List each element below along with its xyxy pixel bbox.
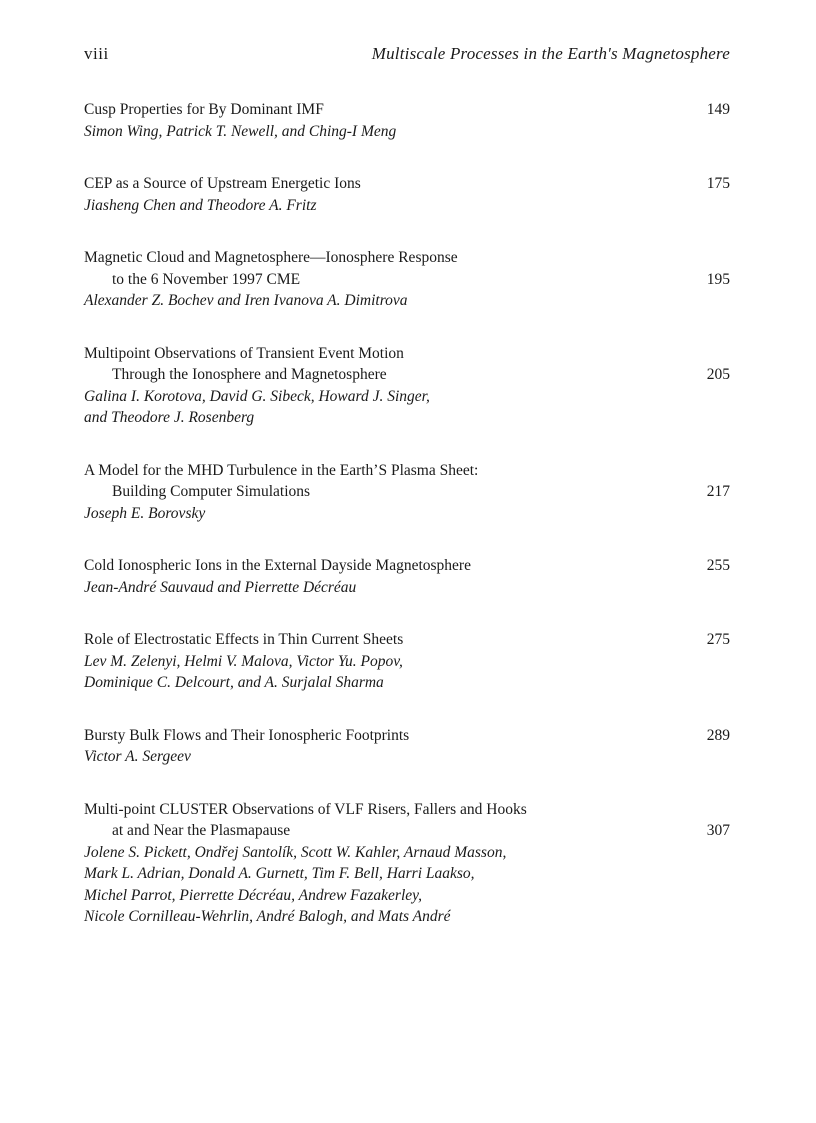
author-line: Galina I. Korotova, David G. Sibeck, Howard J. Singer, xyxy=(84,387,430,405)
chapter-authors xyxy=(84,651,730,694)
chapter-title xyxy=(84,99,730,121)
toc-entry xyxy=(84,173,730,216)
author-line: Joseph E. Borovsky xyxy=(84,504,206,522)
chapter-authors xyxy=(84,195,730,217)
author-line: Michel Parrot, Pierrette Décréau, Andrew Fazakerley, xyxy=(84,886,423,904)
chapter-title-line: Magnetic Cloud and Magnetosphere—Ionosphere Response xyxy=(84,249,458,266)
toc-entry xyxy=(84,555,730,598)
chapter-authors xyxy=(84,121,730,143)
author-line: Dominique C. Delcourt, and A. Surjalal Sharma xyxy=(84,674,384,691)
chapter-title-line: at and Near the Plasmapause xyxy=(112,822,291,839)
document-page xyxy=(84,44,730,928)
chapter-title xyxy=(84,343,730,386)
chapter-title-line: Building Computer Simulations xyxy=(112,483,311,500)
toc-entry xyxy=(84,247,730,312)
chapter-page-number: 307 xyxy=(706,822,730,839)
book-title: Multiscale Processes in the Earth's Magnetosphere xyxy=(371,44,730,63)
author-line: Victor A. Sergeev xyxy=(84,748,191,765)
chapter-title-line: Multipoint Observations of Transient Event Motion xyxy=(84,344,404,362)
author-line: Lev M. Zelenyi, Helmi V. Malova, Victor Yu. Popov, xyxy=(84,652,403,670)
chapter-authors xyxy=(84,577,730,599)
toc-entry xyxy=(84,725,730,768)
author-line: Mark L. Adrian, Donald A. Gurnett, Tim F. Bell, Harri Laakso, xyxy=(84,865,475,882)
chapter-title xyxy=(84,725,730,747)
author-line: Alexander Z. Bochev and Iren Ivanova A. Dimitrova xyxy=(84,292,408,309)
page-number: viii xyxy=(84,44,109,63)
toc-entry xyxy=(84,629,730,694)
toc-entry xyxy=(84,343,730,429)
chapter-page-number: 275 xyxy=(706,631,730,648)
toc-entry xyxy=(84,460,730,525)
chapter-title-line: Bursty Bulk Flows and Their Ionospheric Footprints xyxy=(84,726,410,744)
table-of-contents xyxy=(84,99,730,928)
chapter-title-line: Role of Electrostatic Effects in Thin Current Sheets xyxy=(84,631,404,648)
chapter-authors xyxy=(84,746,730,768)
chapter-title xyxy=(84,247,730,290)
running-head xyxy=(84,44,730,68)
author-line: Jiasheng Chen and Theodore A. Fritz xyxy=(84,196,317,214)
chapter-page-number: 289 xyxy=(706,726,730,744)
chapter-title-line: Through the Ionosphere and Magnetosphere xyxy=(112,366,387,383)
chapter-title-line: Multi-point CLUSTER Observations of VLF Risers, Fallers and Hooks xyxy=(84,800,527,818)
chapter-authors xyxy=(84,503,730,525)
chapter-title-line: Cusp Properties for By Dominant IMF xyxy=(84,101,324,118)
chapter-title-line: CEP as a Source of Upstream Energetic Ions xyxy=(84,175,361,192)
chapter-title-line: Cold Ionospheric Ions in the External Dayside Magnetosphere xyxy=(84,557,471,574)
author-line: and Theodore J. Rosenberg xyxy=(84,409,255,426)
author-line: Jean-André Sauvaud and Pierrette Décréau xyxy=(84,578,357,596)
toc-entry xyxy=(84,799,730,928)
chapter-page-number: 175 xyxy=(706,175,730,192)
chapter-title xyxy=(84,555,730,577)
chapter-title-line: A Model for the MHD Turbulence in the Earth’S Plasma Sheet: xyxy=(84,461,479,479)
author-line: Jolene S. Pickett, Ondřej Santolík, Scott W. Kahler, Arnaud Masson, xyxy=(84,843,507,861)
chapter-title xyxy=(84,629,730,651)
chapter-authors xyxy=(84,290,730,312)
author-line: Nicole Cornilleau-Wehrlin, André Balogh, and Mats André xyxy=(84,908,451,925)
chapter-page-number: 149 xyxy=(706,101,730,118)
chapter-page-number: 195 xyxy=(706,270,730,288)
chapter-title xyxy=(84,799,730,842)
chapter-page-number: 255 xyxy=(706,557,730,574)
chapter-authors xyxy=(84,386,730,429)
chapter-title xyxy=(84,173,730,195)
toc-entry xyxy=(84,99,730,142)
chapter-page-number: 217 xyxy=(706,483,730,500)
chapter-title xyxy=(84,460,730,503)
chapter-page-number: 205 xyxy=(706,366,730,383)
chapter-title-line: to the 6 November 1997 CME xyxy=(112,270,301,288)
chapter-authors xyxy=(84,842,730,928)
author-line: Simon Wing, Patrick T. Newell, and Ching-I Meng xyxy=(84,122,397,140)
